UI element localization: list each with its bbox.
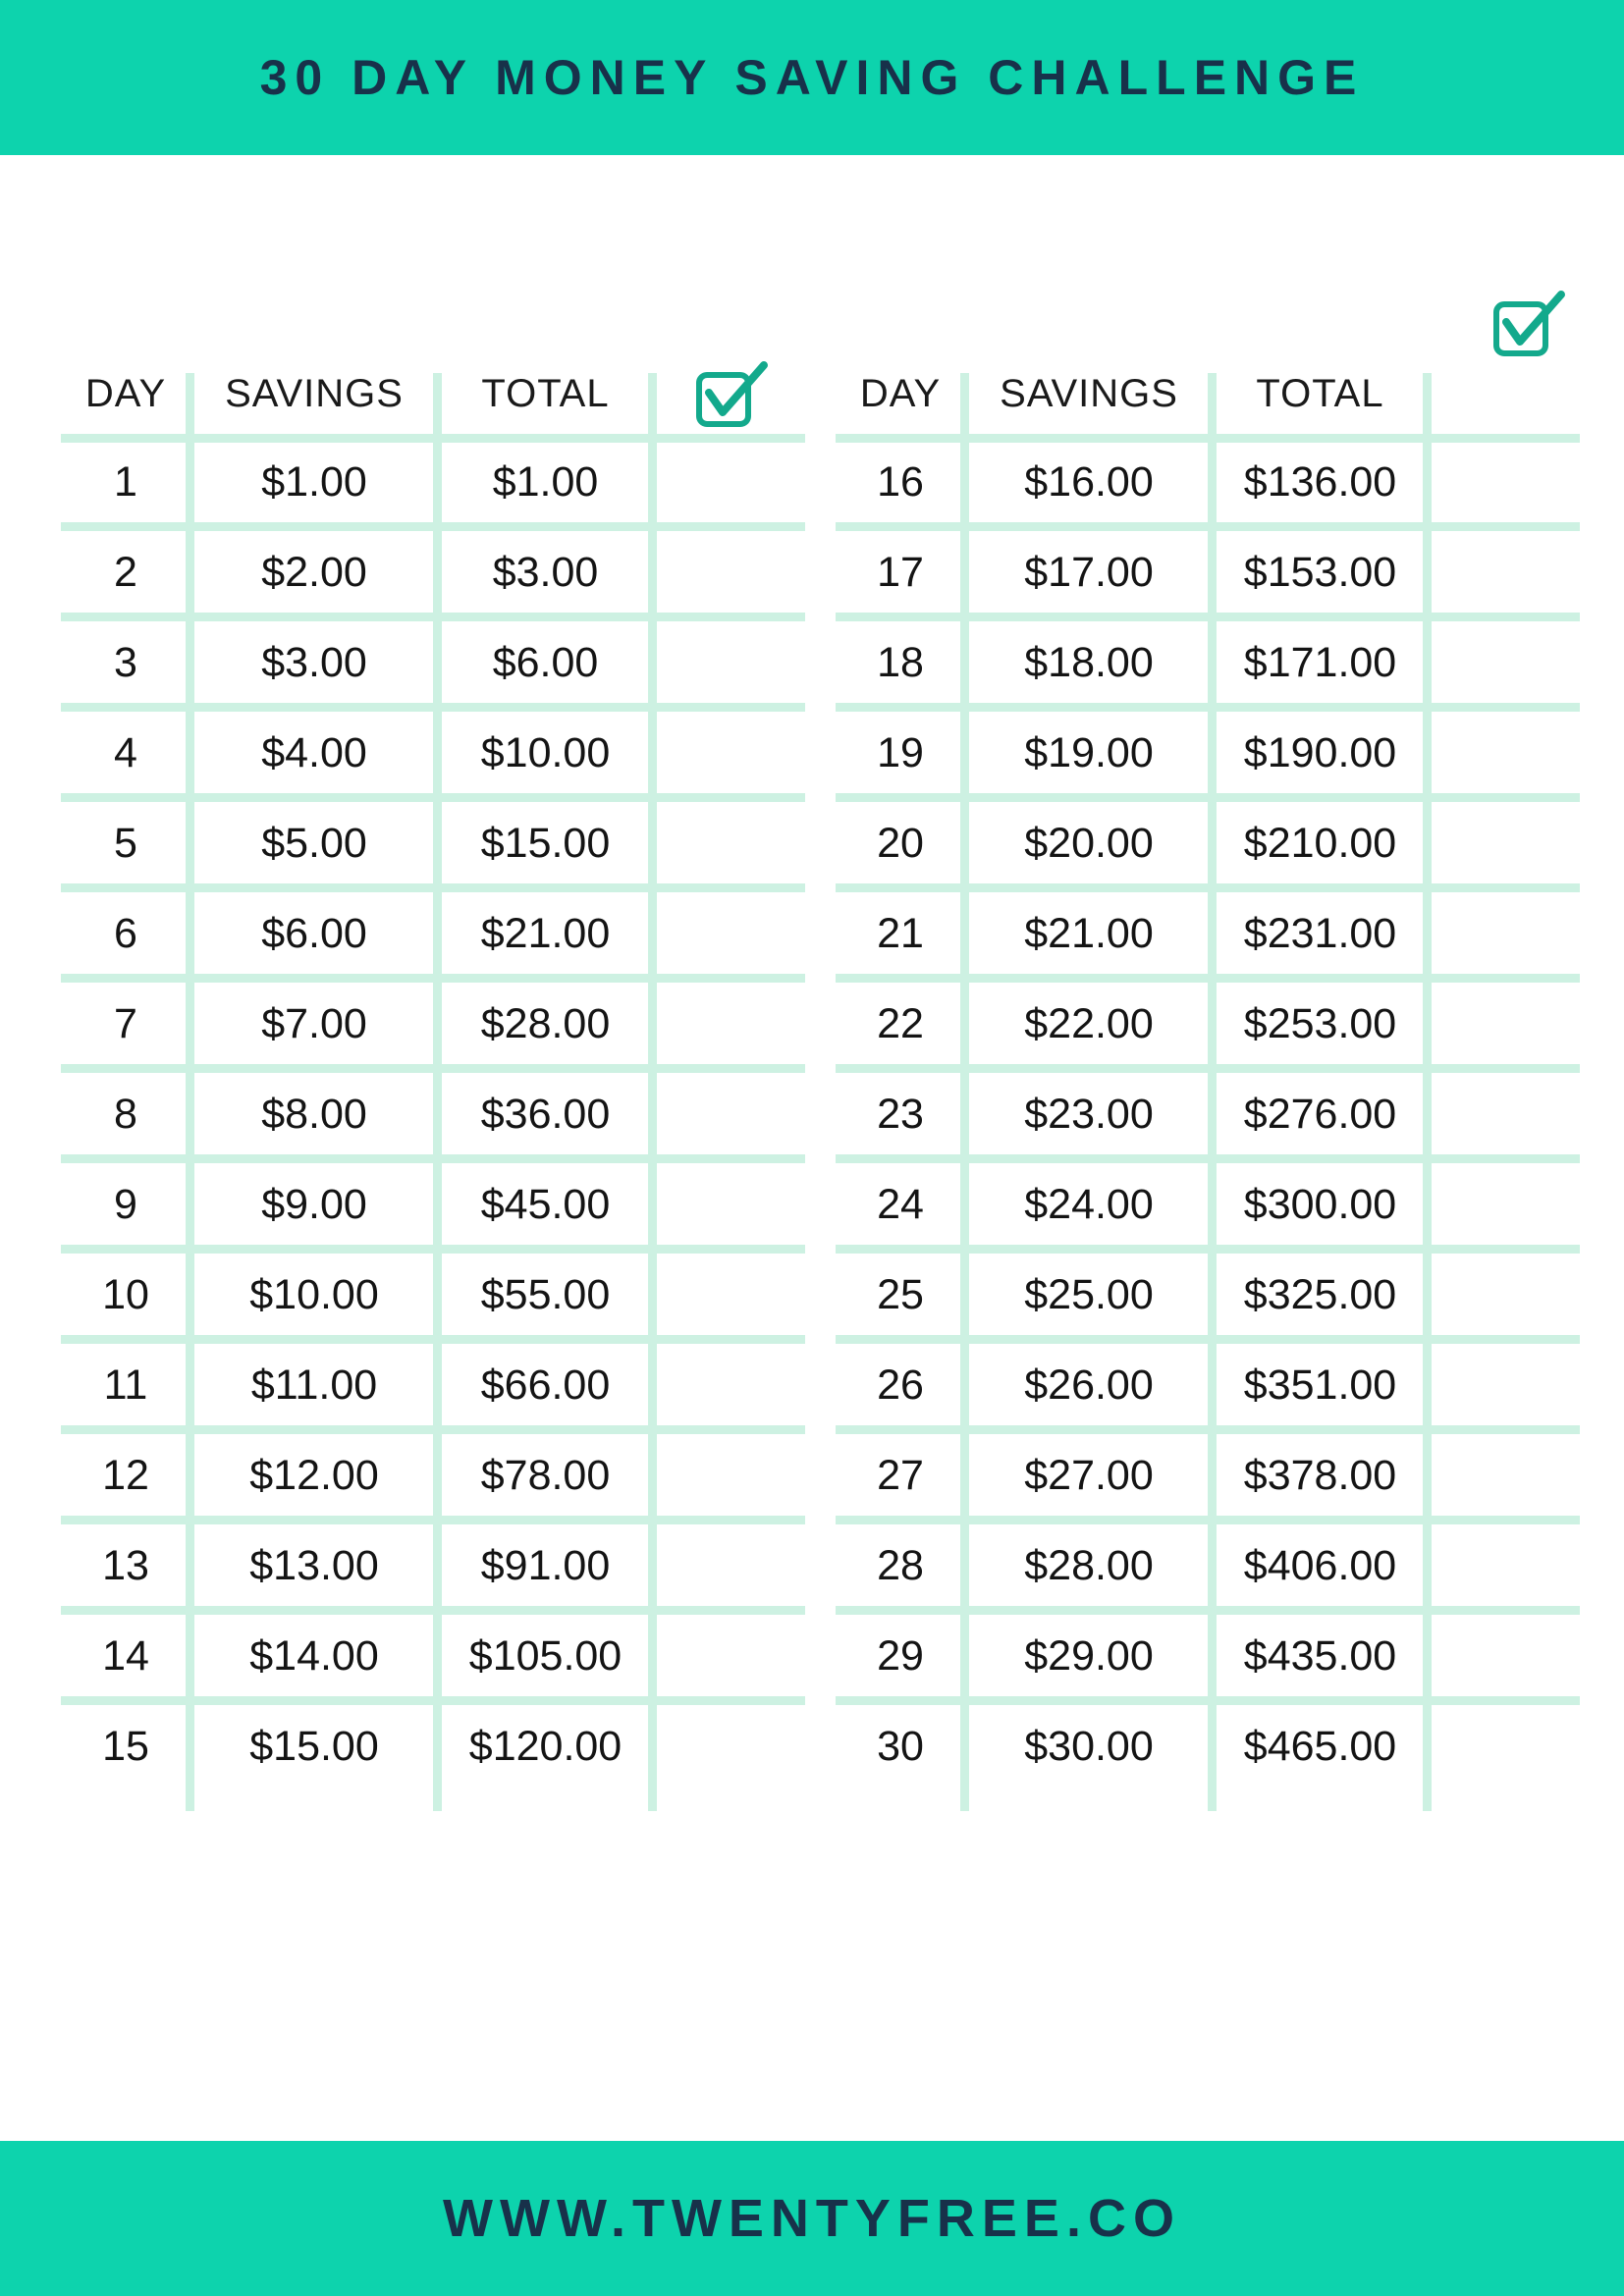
savings-cell: $13.00 — [249, 1541, 379, 1589]
total-cell: $120.00 — [468, 1722, 623, 1770]
total-cell: $55.00 — [480, 1270, 611, 1318]
header-band — [0, 0, 1624, 155]
savings-cell: $24.00 — [1024, 1180, 1154, 1228]
check-cell[interactable] — [1428, 532, 1580, 613]
check-cell[interactable] — [653, 984, 805, 1064]
day-cell: 20 — [877, 819, 924, 867]
check-cell[interactable] — [1428, 893, 1580, 974]
day-cell: 16 — [877, 457, 924, 506]
total-cell: $78.00 — [480, 1451, 611, 1499]
day-cell: 14 — [102, 1631, 149, 1680]
total-cell: $190.00 — [1243, 728, 1397, 776]
day-cell: 6 — [114, 909, 137, 957]
check-cell[interactable] — [1428, 1616, 1580, 1696]
savings-cell: $1.00 — [261, 457, 367, 506]
savings-cell: $12.00 — [249, 1451, 379, 1499]
savings-table-left — [61, 353, 805, 1811]
total-cell: $6.00 — [492, 638, 599, 686]
total-cell: $153.00 — [1243, 548, 1397, 596]
check-cell[interactable] — [653, 1074, 805, 1154]
total-cell: $351.00 — [1243, 1361, 1397, 1409]
check-cell[interactable] — [1428, 622, 1580, 703]
header-day: DAY — [859, 371, 942, 415]
grid-line — [648, 373, 657, 1811]
savings-cell: $5.00 — [261, 819, 367, 867]
header-day: DAY — [84, 371, 167, 415]
savings-cell: $8.00 — [261, 1090, 367, 1138]
check-cell[interactable] — [1428, 442, 1580, 522]
day-cell: 1 — [114, 457, 137, 506]
savings-cell: $16.00 — [1024, 457, 1154, 506]
check-cell[interactable] — [653, 803, 805, 883]
day-cell: 27 — [877, 1451, 924, 1499]
day-cell: 29 — [877, 1631, 924, 1680]
savings-cell: $18.00 — [1024, 638, 1154, 686]
total-cell: $231.00 — [1243, 909, 1397, 957]
total-cell: $406.00 — [1243, 1541, 1397, 1589]
total-cell: $66.00 — [480, 1361, 611, 1409]
page-title: 30 DAY MONEY SAVING CHALLENGE — [259, 50, 1365, 105]
day-cell: 23 — [877, 1090, 924, 1138]
grid-line — [1423, 373, 1432, 1811]
check-cell[interactable] — [653, 1706, 805, 1787]
total-cell: $91.00 — [480, 1541, 611, 1589]
savings-table-right — [836, 353, 1580, 1811]
total-cell: $3.00 — [492, 548, 599, 596]
day-cell: 30 — [877, 1722, 924, 1770]
total-cell: $276.00 — [1243, 1090, 1397, 1138]
day-cell: 21 — [877, 909, 924, 957]
header-total: TOTAL — [481, 371, 610, 415]
total-cell: $15.00 — [480, 819, 611, 867]
total-cell: $435.00 — [1243, 1631, 1397, 1680]
savings-cell: $3.00 — [261, 638, 367, 686]
total-cell: $210.00 — [1243, 819, 1397, 867]
total-cell: $105.00 — [468, 1631, 623, 1680]
day-cell: 11 — [103, 1361, 148, 1409]
savings-cell: $22.00 — [1024, 999, 1154, 1047]
day-cell: 15 — [102, 1722, 149, 1770]
savings-cell: $23.00 — [1024, 1090, 1154, 1138]
savings-cell: $11.00 — [250, 1361, 378, 1409]
check-cell[interactable] — [653, 713, 805, 793]
grid-line — [186, 373, 194, 1811]
header-total: TOTAL — [1256, 371, 1384, 415]
check-cell[interactable] — [653, 1164, 805, 1245]
day-cell: 5 — [114, 819, 137, 867]
total-cell: $253.00 — [1243, 999, 1397, 1047]
total-cell: $325.00 — [1243, 1270, 1397, 1318]
savings-cell: $14.00 — [249, 1631, 379, 1680]
total-cell: $1.00 — [492, 457, 599, 506]
check-cell[interactable] — [653, 1345, 805, 1425]
savings-cell: $19.00 — [1024, 728, 1154, 776]
day-cell: 28 — [877, 1541, 924, 1589]
day-cell: 22 — [877, 999, 924, 1047]
savings-cell: $6.00 — [261, 909, 367, 957]
day-cell: 3 — [114, 638, 137, 686]
day-cell: 25 — [877, 1270, 924, 1318]
header-check — [1428, 353, 1580, 434]
check-cell[interactable] — [653, 1616, 805, 1696]
savings-cell: $25.00 — [1024, 1270, 1154, 1318]
savings-cell: $26.00 — [1024, 1361, 1154, 1409]
savings-cell: $9.00 — [261, 1180, 367, 1228]
check-cell[interactable] — [1428, 1074, 1580, 1154]
check-cell[interactable] — [653, 1525, 805, 1606]
savings-cell: $29.00 — [1024, 1631, 1154, 1680]
total-cell: $378.00 — [1243, 1451, 1397, 1499]
savings-cell: $2.00 — [261, 548, 367, 596]
check-cell[interactable] — [1428, 1525, 1580, 1606]
check-cell[interactable] — [1428, 984, 1580, 1064]
day-cell: 7 — [114, 999, 137, 1047]
check-cell[interactable] — [1428, 1164, 1580, 1245]
day-cell: 26 — [877, 1361, 924, 1409]
savings-cell: $4.00 — [261, 728, 367, 776]
check-cell[interactable] — [1428, 1255, 1580, 1335]
day-cell: 12 — [102, 1451, 149, 1499]
day-cell: 9 — [114, 1180, 137, 1228]
check-cell[interactable] — [1428, 713, 1580, 793]
savings-cell: $28.00 — [1024, 1541, 1154, 1589]
day-cell: 24 — [877, 1180, 924, 1228]
check-cell[interactable] — [653, 532, 805, 613]
total-cell: $21.00 — [480, 909, 611, 957]
day-cell: 8 — [114, 1090, 137, 1138]
total-cell: $171.00 — [1243, 638, 1397, 686]
total-cell: $465.00 — [1243, 1722, 1397, 1770]
savings-cell: $7.00 — [261, 999, 367, 1047]
day-cell: 10 — [102, 1270, 149, 1318]
total-cell: $28.00 — [480, 999, 611, 1047]
savings-cell: $15.00 — [249, 1722, 379, 1770]
total-cell: $300.00 — [1243, 1180, 1397, 1228]
check-cell[interactable] — [653, 622, 805, 703]
day-cell: 19 — [877, 728, 924, 776]
total-cell: $36.00 — [480, 1090, 611, 1138]
savings-cell: $17.00 — [1024, 548, 1154, 596]
day-cell: 18 — [877, 638, 924, 686]
header-savings: SAVINGS — [1000, 371, 1178, 415]
checkbox-check-icon — [695, 359, 774, 434]
footer-url: WWW.TWENTYFREE.CO — [443, 2189, 1181, 2248]
check-cell[interactable] — [1428, 803, 1580, 883]
savings-cell: $21.00 — [1024, 909, 1154, 957]
check-cell[interactable] — [653, 442, 805, 522]
check-cell[interactable] — [653, 893, 805, 974]
day-cell: 2 — [114, 548, 137, 596]
grid-line — [1208, 373, 1217, 1811]
savings-cell: $20.00 — [1024, 819, 1154, 867]
check-cell[interactable] — [1428, 1706, 1580, 1787]
savings-cell: $27.00 — [1024, 1451, 1154, 1499]
day-cell: 17 — [877, 548, 924, 596]
check-cell[interactable] — [653, 1435, 805, 1516]
checkbox-check-icon — [1492, 289, 1571, 363]
savings-cell: $10.00 — [249, 1270, 379, 1318]
day-cell: 4 — [114, 728, 137, 776]
check-cell[interactable] — [1428, 1435, 1580, 1516]
header-savings: SAVINGS — [225, 371, 404, 415]
savings-cell: $30.00 — [1024, 1722, 1154, 1770]
grid-line — [960, 373, 969, 1811]
total-cell: $45.00 — [480, 1180, 611, 1228]
check-cell[interactable] — [1428, 1345, 1580, 1425]
footer-band — [0, 2141, 1624, 2296]
total-cell: $136.00 — [1243, 457, 1397, 506]
check-cell[interactable] — [653, 1255, 805, 1335]
grid-line — [433, 373, 442, 1811]
day-cell: 13 — [102, 1541, 149, 1589]
total-cell: $10.00 — [480, 728, 611, 776]
